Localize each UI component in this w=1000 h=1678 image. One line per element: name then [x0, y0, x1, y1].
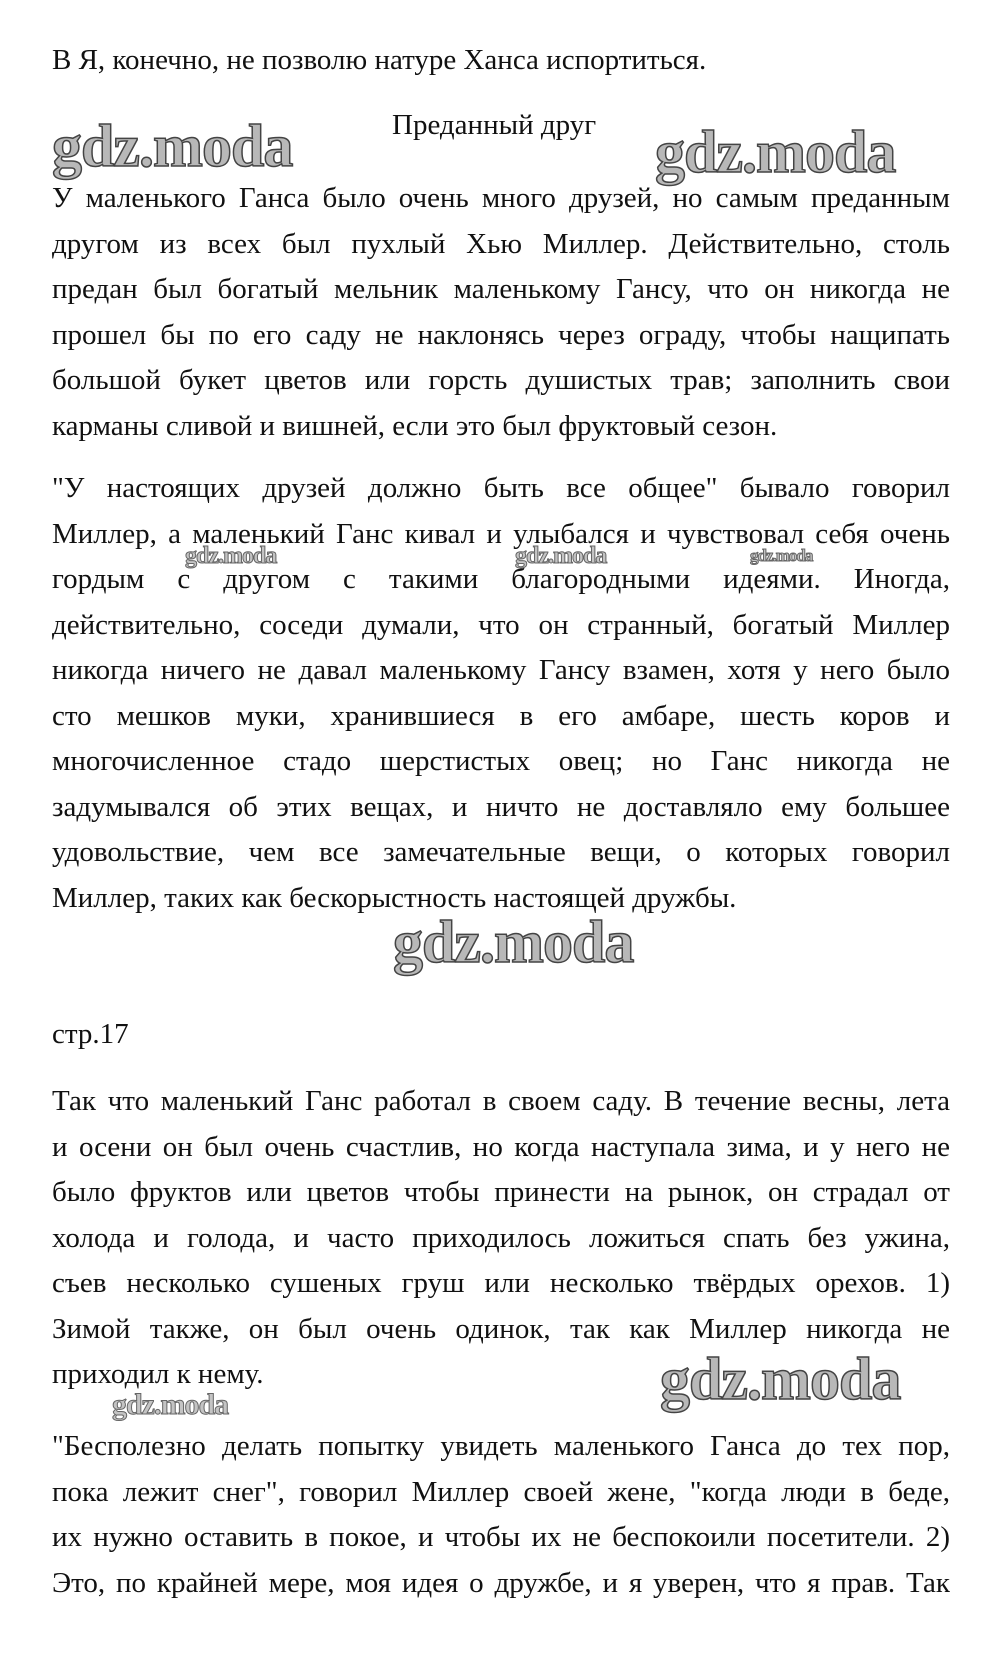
watermark: gdz.moda — [112, 1388, 229, 1421]
text-line: гордым с другом с такими благородными идеями. Иногда, — [52, 563, 950, 595]
watermark: gdz.moda — [52, 113, 293, 179]
text-line: никогда ничего не давал маленькому Гансу взамен, хотя у него было — [52, 654, 950, 686]
watermark: gdz.moda — [393, 909, 634, 975]
paragraph-2 — [52, 466, 950, 921]
text-line: и осени он был очень счастлив, но когда наступала зима, и у него не — [52, 1130, 950, 1163]
text-line: "Бесполезно делать попытку увидеть маленького Ганса до тех пор, — [52, 1430, 950, 1462]
text-line: было фруктов или цветов чтобы принести на рынок, он страдал от — [52, 1176, 950, 1208]
watermark: gdz.moda — [660, 1346, 901, 1412]
text-line: прошел бы по его саду не наклонясь через ограду, чтобы нащипать — [52, 318, 950, 351]
text-line: съев несколько сушеных груш или несколько твёрдых орехов. 1) — [52, 1267, 950, 1299]
page-label: стр.17 — [52, 1018, 129, 1050]
text-line: другом из всех был пухлый Хью Миллер. Действительно, столь — [52, 227, 950, 260]
text-line: "У настоящих друзей должно быть все общее" бывало говорил — [52, 472, 950, 504]
text-line: холода и голода, и часто приходилось ложиться спать без ужина, — [52, 1221, 950, 1254]
text-line: Это, по крайней мере, моя идея о дружбе, и я уверен, что я прав. Так — [52, 1566, 950, 1599]
intro-line: В Я, конечно, не позволю натуре Ханса испортиться. — [52, 44, 707, 76]
watermark: gdz.moda — [185, 543, 277, 569]
text-line: приходил к нему. — [52, 1358, 264, 1390]
paragraph-4 — [52, 1424, 950, 1606]
text-line: задумывался об этих вещах, и ничто не доставляло ему большее — [52, 790, 950, 823]
watermark: gdz.moda — [750, 546, 813, 565]
text-line: предан был богатый мельник маленькому Гансу, что он никогда не — [52, 273, 950, 305]
text-line: действительно, соседи думали, что он странный, богатый Миллер — [52, 608, 950, 641]
text-line: Зимой также, он был очень одинок, так как Миллер никогда не — [52, 1312, 950, 1345]
text-line: пока лежит снег", говорил Миллер своей жене, "когда люди в беде, — [52, 1475, 950, 1508]
text-line: карманы сливой и вишней, если это был фруктовый сезон. — [52, 409, 778, 442]
watermark: gdz.moda — [515, 543, 607, 569]
text-line: сто мешков муки, хранившиеся в его амбаре, шесть коров и — [52, 699, 950, 732]
text-line: Миллер, а маленький Ганс кивал и улыбался и чувствовал себя очень — [52, 517, 950, 550]
watermark: gdz.moda — [655, 119, 896, 185]
text-line: многочисленное стадо шерстистых овец; но Ганс никогда не — [52, 745, 950, 777]
story-title: Преданный друг — [392, 109, 597, 141]
text-line: Так что маленький Ганс работал в своем саду. В течение весны, лета — [52, 1085, 950, 1117]
text-line: большой букет цветов или горсть душистых трав; заполнить свои — [52, 364, 950, 396]
text-line: удовольствие, чем все замечательные вещи, о которых говорил — [52, 836, 950, 868]
text-line: У маленького Ганса было очень много друзей, но самым преданным — [52, 182, 950, 214]
paragraph-1 — [52, 176, 950, 449]
text-line: Миллер, таких как бескорыстность настоящей дружбы. — [52, 881, 737, 914]
text-line: их нужно оставить в покое, и чтобы их не беспокоили посетители. 2) — [52, 1521, 950, 1553]
